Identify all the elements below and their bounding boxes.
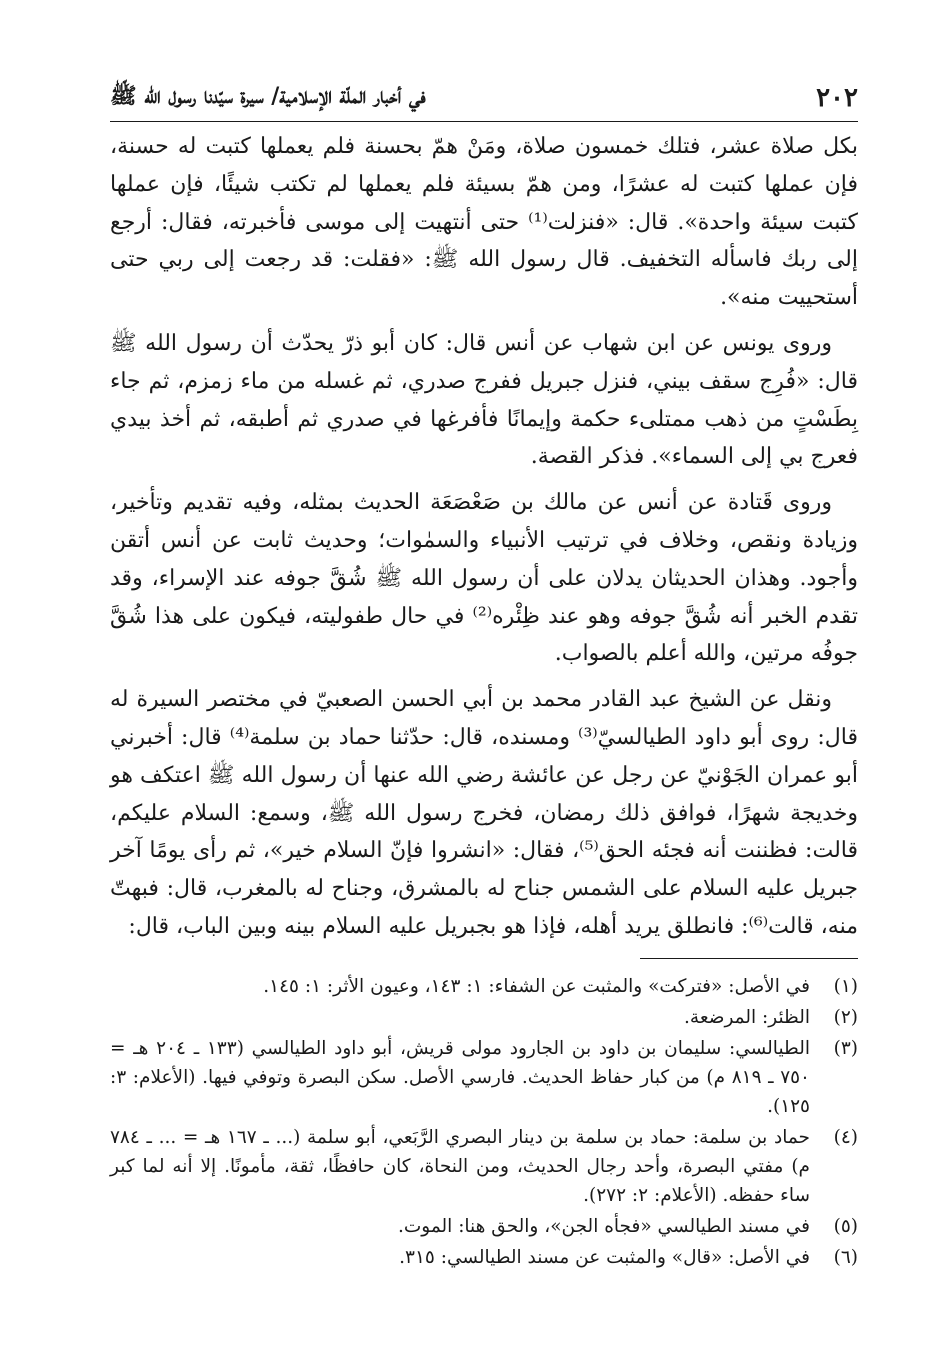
page-header: [110, 78, 858, 118]
footnote-number: (١): [833, 976, 858, 997]
footnote-5: [110, 1212, 858, 1241]
footnote-text: في الأصل: «قال» والمثبت عن مسند الطيالسي: ٣١٥.: [399, 1247, 810, 1268]
paragraph-2: وروى يونس عن ابن شهاب عن أنس قال: كان أبو ذرّ يحدّث أن رسول الله ﷺ قال: «فُرِج سقف بيني، فنزل جبريل ففرج صدري، ثم غسله من ماء زمزم، ثم جاء بِطَسْتٍ من ذهب ممتلىء حكمة وإيمانًا فأفرغها في صدري ثم أطبقه، ثم أخذ بيدي فعرج بي إلى السماء». فذكر القصة.: [110, 330, 858, 470]
footnote-text: في الأصل: «فتركت» والمثبت عن الشفاء: ١: ١٤٣، وعيون الأثر: ١: ١٤٥.: [263, 976, 810, 997]
paragraph-4: ونقل عن الشيخ عبد القادر محمد بن أبي الحسن الصعبيّ في مختصر السيرة له قال: روى أبو داود الطيالسيّ⁽³⁾ ومسنده، قال: حدّثنا حماد بن سلمة⁽⁴⁾ قال: أخبرني أبو عمران الجَوْنيّ عن رجل عن عائشة رضي الله عنها أن رسول الله ﷺ اعتكف هو وخديجة شهرًا، فوافق ذلك رمضان، فخرج رسول الله ﷺ، وسمع: السلام عليكم، قالت: فظننت أنه فجئه الحق⁽⁵⁾، فقال: «انشروا فإنّ السلام خير»، ثم رأى يومًا آخر جبريل عليه السلام على الشمس جناح له بالمشرق، وجناح له بالمغرب، قال: فبهتّ منه، قالت⁽⁶⁾: فانطلق يريد أهله، فإذا هو بجبريل عليه السلام بينه وبين الباب، قال:: [110, 687, 858, 939]
footnote-text: الظئر: المرضعة.: [684, 1007, 810, 1028]
footnote-number: (٢): [833, 1007, 858, 1028]
footnote-separator: [640, 958, 858, 959]
footnote-6: [110, 1243, 858, 1272]
footnote-number: (٥): [833, 1216, 858, 1237]
footnote-1: [110, 972, 858, 1001]
footnote-number: (٣): [833, 1038, 858, 1059]
footnote-3: [110, 1034, 858, 1121]
header-rule: [110, 121, 858, 122]
footnote-number: (٦): [833, 1247, 858, 1268]
running-title: في أخبار الملّة الإسلامية/ سيرة سيّدنا رسول الله ﷺ: [110, 83, 426, 109]
footnote-number: (٤): [833, 1127, 858, 1148]
footnotes: [110, 972, 858, 1274]
footnote-text: الطيالسي: سليمان بن داود بن الجارود مولى قريش، أبو داود الطيالسي (١٣٣ ـ ٢٠٤ هـ = ٧٥٠ ـ ٨١٩ م) من كبار حفاظ الحديث. فارسي الأصل. سكن البصرة وتوفي فيها. (الأعلام: ٣: ١٢٥).: [110, 1038, 810, 1117]
footnote-4: [110, 1123, 858, 1210]
footnote-text: في مسند الطيالسي «فجأه الجن»، والحق هنا: الموت.: [397, 1216, 810, 1237]
paragraph-3: وروى قَتادة عن أنس عن مالك بن صَعْصَعَة الحديث بمثله، وفيه تقديم وتأخير، وزيادة ونقص، وخلاف في ترتيب الأنبياء والسمٰوات؛ وحديث ثابت عن أنس أتقن وأجود. وهذان الحديثان يدلان على أن رسول الله ﷺ شُقَّ جوفه عند الإسراء، وقد تقدم الخبر أنه شُقَّ جوفه وهو عند ظِئْره⁽²⁾ في حال طفوليته، فيكون على هذا شُقَّ جوفُه مرتين، والله أعلم بالصواب.: [110, 490, 858, 667]
footnote-2: [110, 1003, 858, 1032]
main-text: [110, 128, 858, 954]
paragraph-1: بكل صلاة عشر، فتلك خمسون صلاة، ومَنْ همّ بحسنة فلم يعملها كتبت له حسنة، فإن عملها كتبت له عشرًا، ومن همّ بسيئة فلم يعملها لم تكتب شيئًا، فإن عملها كتبت سيئة واحدة». قال: «فنزلت⁽¹⁾ حتى أنتهيت إلى موسى فأخبرته، فقال: أرجع إلى ربك فاسأله التخفيف. قال رسول الله ﷺ: «فقلت: قد رجعت إلى ربي حتى أستحييت منه».: [110, 134, 859, 311]
page-number: ٢٠٢: [816, 83, 858, 113]
footnote-text: حماد بن سلمة: حماد بن سلمة بن دينار البصري الرَّبَعي، أبو سلمة (... ـ ١٦٧ هـ = ... ـ ٧٨٤ م) مفتي البصرة، وأحد رجال الحديث، ومن النحاة، كان حافظًا، ثقة، مأمونًا. إلا أنه لما كبر ساء حفظه. (الأعلام: ٢: ٢٧٢).: [110, 1127, 810, 1206]
